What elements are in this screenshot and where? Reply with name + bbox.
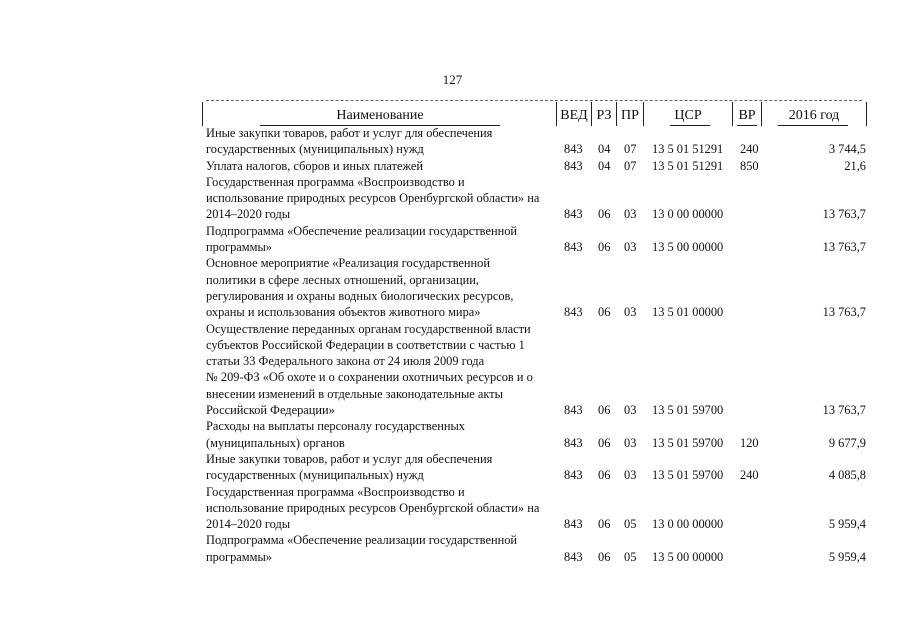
row-name-line: Государственная программа «Воспроизводство и: [206, 174, 465, 189]
cell-rz: 06: [598, 549, 611, 564]
cell-sum: 9 677,9: [828, 435, 866, 450]
cell-pr: 05: [624, 549, 637, 564]
cell-vr: 120: [740, 435, 759, 450]
row-name-line: государственных (муниципальных) нужд: [206, 468, 424, 483]
cell-csr: 13 5 00 00000: [652, 240, 724, 255]
cell-ved: 843: [564, 549, 583, 564]
row-name-line: внесении изменений в отдельные законодательные акты: [206, 386, 503, 401]
row-name-line: субъектов Российской Федерации в соответствии с частью 1: [206, 337, 525, 352]
header-year: 2016 год: [788, 108, 840, 123]
table-header: [200, 100, 868, 126]
header-name: Наименование: [336, 108, 424, 123]
row-name-line: (муниципальных) органов: [206, 435, 345, 450]
cell-sum: 3 744,5: [828, 142, 866, 157]
row-name-line: 2014–2020 годы: [206, 207, 291, 222]
row-name-line: Подпрограмма «Обеспечение реализации государственной: [206, 533, 518, 548]
header-rz: РЗ: [596, 108, 612, 123]
cell-sum: 13 763,7: [822, 403, 866, 418]
cell-rz: 06: [598, 468, 611, 483]
header-vr: ВР: [738, 108, 756, 123]
cell-sum: 4 085,8: [828, 468, 866, 483]
cell-vr: 240: [740, 142, 759, 157]
cell-csr: 13 0 00 00000: [652, 207, 724, 222]
cell-sum: 13 763,7: [822, 240, 866, 255]
row-values: [206, 549, 866, 565]
row-name-line: государственных (муниципальных) нужд: [206, 142, 424, 157]
table-row: [206, 321, 866, 419]
budget-table: [206, 125, 866, 565]
row-values: [206, 206, 866, 222]
cell-csr: 13 5 01 00000: [652, 305, 724, 320]
row-name-line: программы»: [206, 240, 273, 255]
row-name-line: Государственная программа «Воспроизводство и: [206, 484, 465, 499]
cell-ved: 843: [564, 142, 583, 157]
cell-rz: 06: [598, 240, 611, 255]
row-name-line: охраны и использования объектов животного мира»: [206, 305, 481, 320]
table-row: [206, 125, 866, 158]
cell-sum: 5 959,4: [828, 549, 866, 564]
row-name-line: статьи 33 Федерального закона от 24 июля 2009 года: [206, 354, 485, 369]
cell-pr: 03: [624, 305, 637, 320]
row-values: [206, 467, 866, 483]
header-pr: ПР: [621, 108, 639, 123]
row-values: [206, 141, 866, 157]
cell-rz: 04: [598, 158, 611, 173]
table-row: [206, 223, 866, 256]
cell-rz: 06: [598, 435, 611, 450]
header-csr: ЦСР: [674, 108, 702, 123]
row-values: [206, 158, 866, 174]
row-name-line: Осуществление переданных органам государственной власти: [206, 321, 531, 336]
cell-ved: 843: [564, 517, 583, 532]
cell-rz: 06: [598, 403, 611, 418]
table-row: [206, 451, 866, 484]
cell-ved: 843: [564, 207, 583, 222]
table-row: [206, 255, 866, 320]
row-name-line: Российской Федерации»: [206, 403, 335, 418]
cell-csr: 13 5 00 00000: [652, 549, 724, 564]
cell-ved: 843: [564, 403, 583, 418]
row-values: [206, 402, 866, 418]
header-divider: [866, 102, 867, 126]
cell-sum: 21,6: [844, 158, 866, 173]
cell-ved: 843: [564, 158, 583, 173]
table-row: [206, 484, 866, 533]
cell-pr: 03: [624, 403, 637, 418]
header-top-rule: [206, 100, 862, 101]
cell-csr: 13 5 01 59700: [652, 468, 724, 483]
cell-pr: 07: [624, 142, 637, 157]
header-divider: [202, 102, 203, 126]
row-name-line: Иные закупки товаров, работ и услуг для обеспечения: [206, 451, 493, 466]
cell-sum: 13 763,7: [822, 207, 866, 222]
cell-ved: 843: [564, 240, 583, 255]
row-name-line: программы»: [206, 549, 273, 564]
cell-pr: 07: [624, 158, 637, 173]
row-name-line: 2014–2020 годы: [206, 517, 291, 532]
cell-vr: 850: [740, 158, 759, 173]
row-name-line: Уплата налогов, сборов и иных платежей: [206, 158, 424, 173]
cell-pr: 03: [624, 435, 637, 450]
row-values: [206, 304, 866, 320]
cell-ved: 843: [564, 435, 583, 450]
cell-vr: 240: [740, 468, 759, 483]
row-values: [206, 239, 866, 255]
cell-pr: 05: [624, 517, 637, 532]
cell-pr: 03: [624, 240, 637, 255]
table-row: [206, 158, 866, 174]
row-name-line: использование природных ресурсов Оренбургской области» на: [206, 500, 540, 515]
cell-csr: 13 5 01 51291: [652, 142, 724, 157]
table-row: [206, 532, 866, 565]
cell-rz: 06: [598, 517, 611, 532]
row-values: [206, 435, 866, 451]
cell-pr: 03: [624, 468, 637, 483]
cell-csr: 13 0 00 00000: [652, 517, 724, 532]
cell-rz: 06: [598, 305, 611, 320]
header-ved: ВЕД: [560, 108, 588, 123]
cell-rz: 04: [598, 142, 611, 157]
row-name-line: регулирования и охраны водных биологических ресурсов,: [206, 288, 514, 303]
row-name-line: использование природных ресурсов Оренбургской области» на: [206, 191, 540, 206]
cell-ved: 843: [564, 305, 583, 320]
cell-pr: 03: [624, 207, 637, 222]
row-values: [206, 516, 866, 532]
row-name-line: политики в сфере лесных отношений, организации,: [206, 272, 479, 287]
row-name-line: Расходы на выплаты персоналу государственных: [206, 419, 465, 434]
cell-csr: 13 5 01 59700: [652, 403, 724, 418]
cell-ved: 843: [564, 468, 583, 483]
cell-csr: 13 5 01 51291: [652, 158, 724, 173]
cell-sum: 13 763,7: [822, 305, 866, 320]
row-name-line: Иные закупки товаров, работ и услуг для обеспечения: [206, 126, 493, 140]
table-row: [206, 418, 866, 451]
row-name-line: Подпрограмма «Обеспечение реализации государственной: [206, 223, 518, 238]
cell-csr: 13 5 01 59700: [652, 435, 724, 450]
cell-rz: 06: [598, 207, 611, 222]
table-row: [206, 174, 866, 223]
row-name-line: Основное мероприятие «Реализация государственной: [206, 256, 490, 271]
cell-sum: 5 959,4: [828, 517, 866, 532]
row-name-line: № 209-ФЗ «Об охоте и о сохранении охотничьих ресурсов и о: [206, 370, 533, 385]
page-number: 127: [442, 72, 463, 87]
